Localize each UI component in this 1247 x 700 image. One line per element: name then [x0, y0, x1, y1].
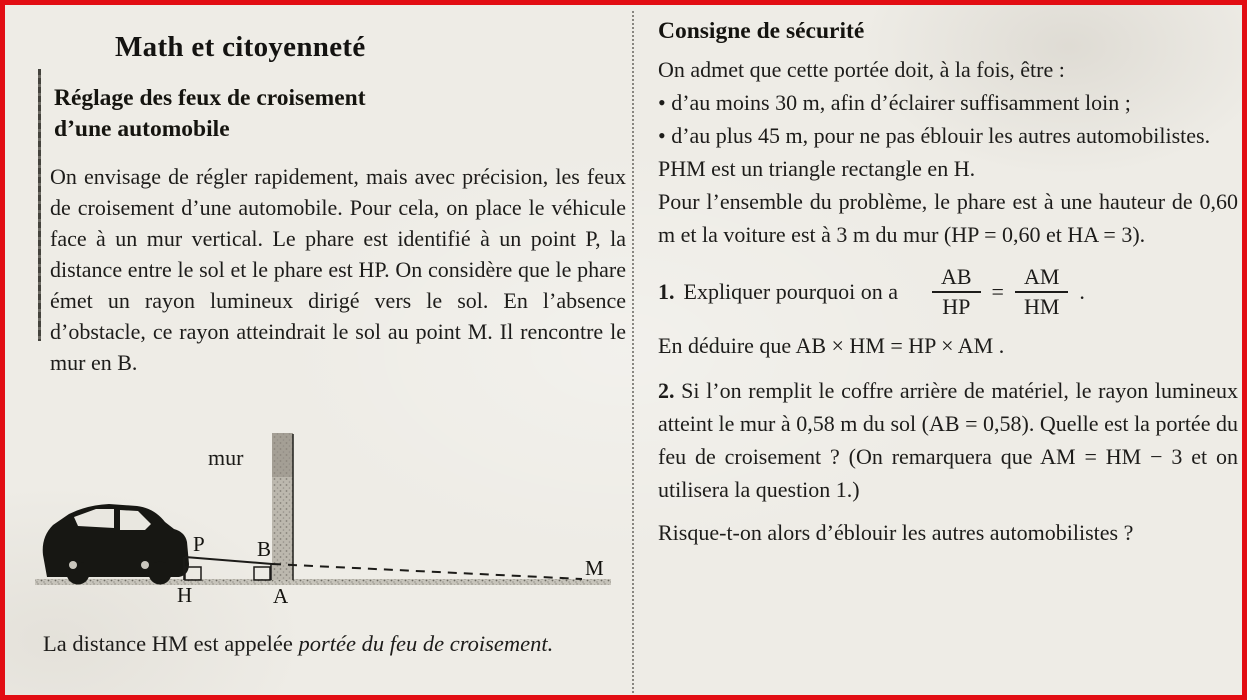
fraction-AB-HP-numerator: AB — [932, 264, 981, 293]
phm-right-triangle-line: PHM est un triangle rectangle en H. — [658, 156, 976, 181]
ray-BM-dashed — [272, 564, 582, 579]
question-2 — [658, 374, 1238, 506]
fraction-AM-HM-numerator: AM — [1015, 264, 1068, 293]
point-B-label: B — [257, 537, 272, 561]
point-H-label: H — [177, 583, 193, 607]
question-dazzle: Risque-t-on alors d’éblouir les autres automobilistes ? — [658, 519, 1134, 545]
deduce-line: En déduire que AB × HM = HP × AM . — [658, 332, 1005, 358]
problem-statement: On envisage de régler rapidement, mais avec précision, les feux de croisement d’une automobile. Pour cela, on place le véhicule face à un mur vertical. Le phare est identifié à un point P, la distance entre le sol et le phare est HP. On considère que le phare émet un rayon lumineux dirigé vers le sol. En l’absence d’obstacle, ce rayon atteindrait le sol au point M. Il rencontre le mur en B. — [50, 164, 626, 375]
setup-line: Pour l’ensemble du problème, le phare est à une hauteur de 0,60 m et la voiture est à 3 m du mur (HP = 0,60 et HA = 3). — [658, 189, 1238, 247]
subtitle-line-1: Réglage des feux de croisement — [54, 85, 366, 111]
question-1 — [658, 264, 1238, 320]
bullet-max-45m: • d’au plus 45 m, pour ne pas éblouir les autres automobilistes. — [658, 123, 1211, 148]
fraction-AB-HP — [932, 264, 981, 320]
fraction-AM-HM — [1015, 264, 1068, 320]
question-1-number: 1. — [658, 278, 675, 304]
caption-italic-term: portée du feu de croisement. — [298, 631, 554, 656]
security-heading: Consigne de sécurité — [658, 18, 865, 44]
intro-line: On admet que cette portée doit, à la fois, être : — [658, 57, 1065, 82]
wall-label: mur — [208, 445, 244, 470]
subtitle-line-2: d’une automobile — [54, 116, 230, 142]
fraction-AM-HM-denominator: HM — [1023, 293, 1060, 319]
hm-definition-caption — [43, 627, 629, 661]
fraction-AB-HP-denominator: HP — [942, 293, 971, 319]
margin-rule — [38, 69, 41, 341]
car — [43, 504, 189, 585]
caption-roman: La distance HM est appelée — [43, 631, 299, 656]
point-M-label: M — [585, 556, 604, 580]
equals-sign: = — [991, 278, 1004, 304]
column-divider — [632, 11, 634, 697]
bullet-min-30m: • d’au moins 30 m, afin d’éclairer suffisamment loin ; — [658, 90, 1131, 115]
exercise-subtitle — [54, 83, 524, 145]
point-P-label: P — [193, 532, 205, 556]
right-angle-A — [254, 567, 270, 580]
page-title: Math et citoyenneté — [115, 31, 366, 63]
question-2-number: 2. — [658, 377, 675, 403]
wall — [272, 433, 293, 580]
ground — [35, 579, 611, 585]
question-1-period: . — [1079, 278, 1085, 304]
headlight-diagram — [33, 423, 627, 623]
point-A-label: A — [273, 584, 289, 608]
question-1-text: Expliquer pourquoi on a — [683, 278, 898, 304]
question-2-text: Si l’on remplit le coffre arrière de matériel, le rayon lumineux atteint le mur à 0,58 m du sol (AB = 0,58). Quelle est la portée du feu de croisement ? (On remarquera que AM = HM − 3 et on utilisera la question 1.) — [658, 377, 1238, 502]
security-column — [658, 15, 1238, 549]
